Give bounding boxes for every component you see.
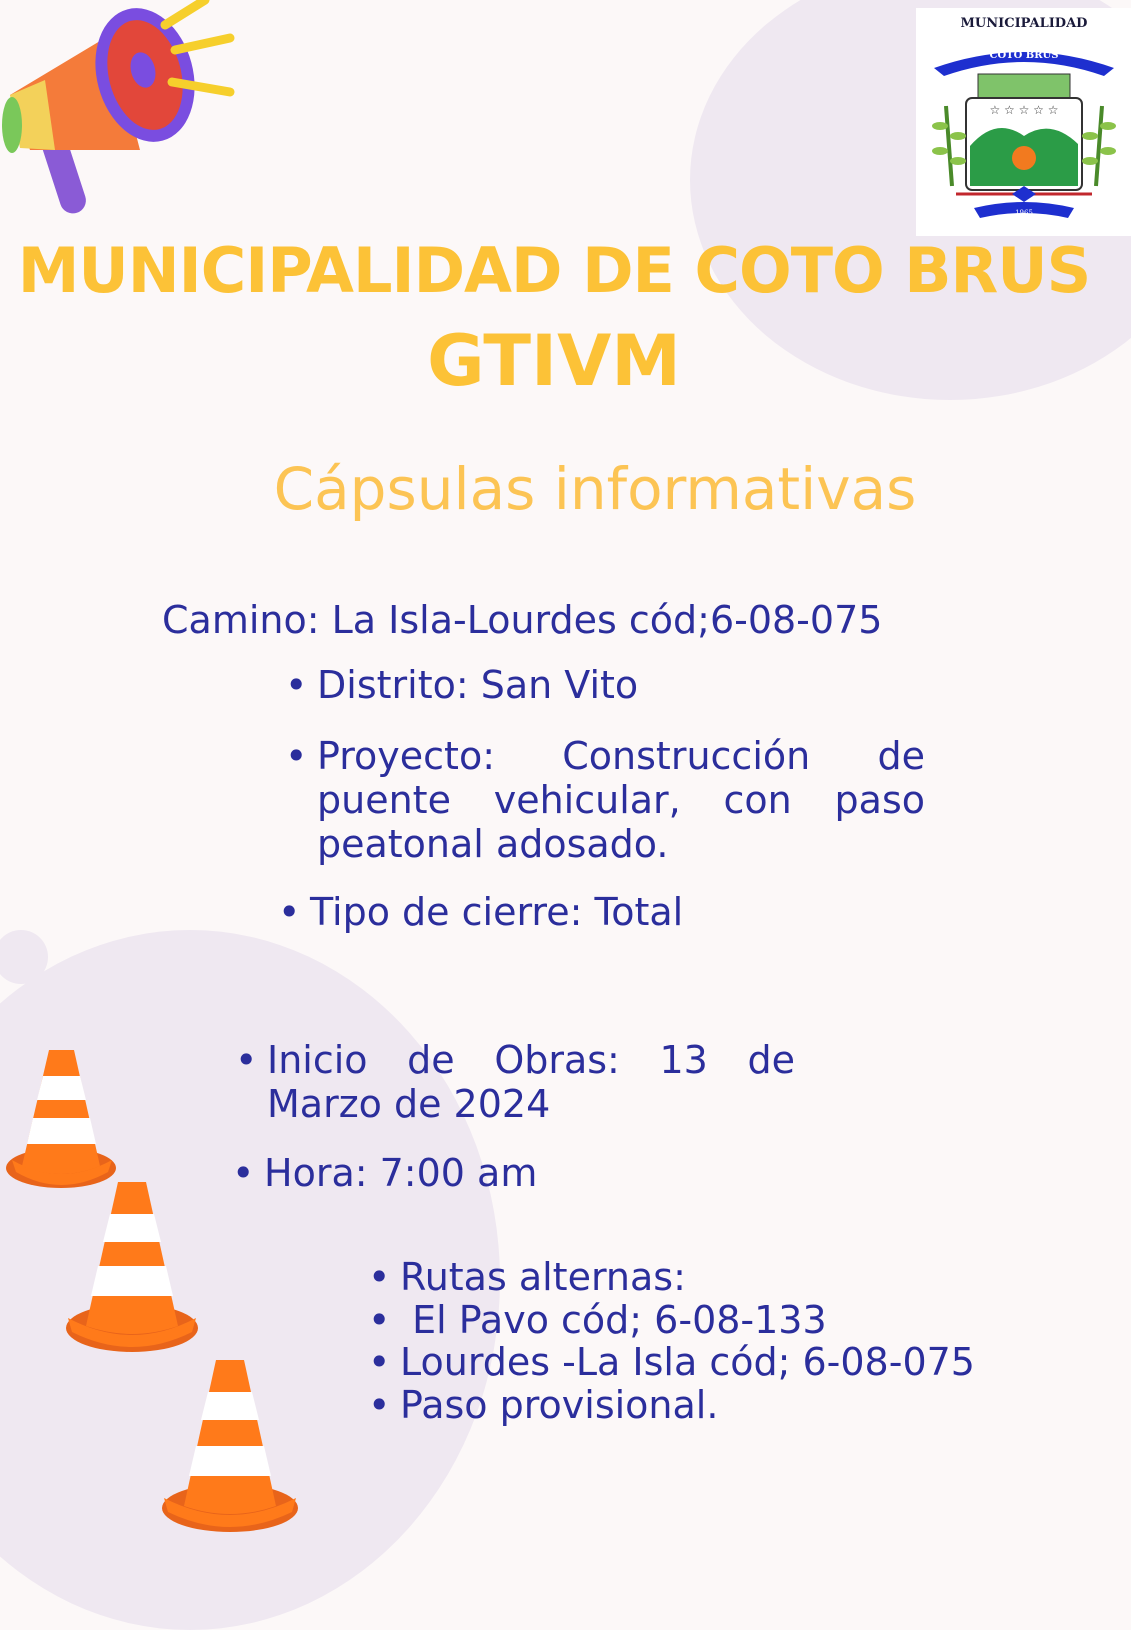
svg-text:☆ ☆ ☆ ☆ ☆: ☆ ☆ ☆ ☆ ☆	[989, 103, 1059, 117]
bullet-hora	[232, 1151, 832, 1195]
logo-top-text: MUNICIPALIDAD	[960, 16, 1088, 31]
megaphone-icon	[0, 0, 250, 220]
list-item	[368, 1255, 1068, 1299]
logo-banner-text: COTO BRUS	[989, 50, 1059, 61]
distrito-text: Distrito: San Vito	[317, 663, 639, 707]
ruta-text: El Pavo cód; 6-08-133	[400, 1298, 827, 1342]
list-item	[368, 1298, 1068, 1342]
tipo-cierre-text: Tipo de cierre: Total	[310, 890, 684, 934]
hora-text: Hora: 7:00 am	[264, 1151, 538, 1195]
traffic-cone-icon	[4, 1048, 119, 1193]
bullet-inicio	[235, 1038, 795, 1126]
bullet-dot: •	[368, 1340, 391, 1384]
traffic-cone-icon	[64, 1180, 200, 1358]
page-title: MUNICIPALIDAD DE COTO BRUS	[17, 234, 1091, 307]
municipal-coat-of-arms	[926, 36, 1122, 232]
bullet-dot: •	[232, 1151, 255, 1195]
bullet-distrito	[285, 663, 985, 707]
list-item	[368, 1340, 1068, 1384]
ruta-text: Paso provisional.	[400, 1383, 719, 1427]
bullet-dot: •	[278, 890, 301, 934]
bullet-dot: •	[368, 1383, 391, 1427]
page-title-line2: GTIVM	[427, 320, 681, 402]
bullet-dot: •	[368, 1298, 391, 1342]
logo-year: 1965	[1015, 209, 1033, 217]
bullet-dot: •	[368, 1255, 391, 1299]
traffic-cone-icon	[160, 1358, 300, 1536]
inicio-text: Inicio de Obras: 13 de Marzo de 2024	[267, 1038, 795, 1126]
ruta-text: Lourdes -La Isla cód; 6-08-075	[400, 1340, 975, 1384]
page-subtitle: Cápsulas informativas	[273, 455, 917, 523]
bullet-dot: •	[285, 663, 308, 707]
bullet-proyecto	[285, 734, 925, 866]
municipal-logo	[916, 8, 1131, 236]
rutas-header-text: Rutas alternas:	[400, 1255, 686, 1299]
list-item	[368, 1383, 1068, 1427]
proyecto-text: Proyecto: Construcción de puente vehicular, con paso peatonal adosado.	[317, 734, 925, 866]
camino-text: Camino: La Isla-Lourdes cód;6-08-075	[162, 598, 883, 642]
bullet-dot: •	[235, 1038, 258, 1082]
bullet-dot: •	[285, 734, 308, 778]
bullet-tipo-cierre	[278, 890, 978, 934]
